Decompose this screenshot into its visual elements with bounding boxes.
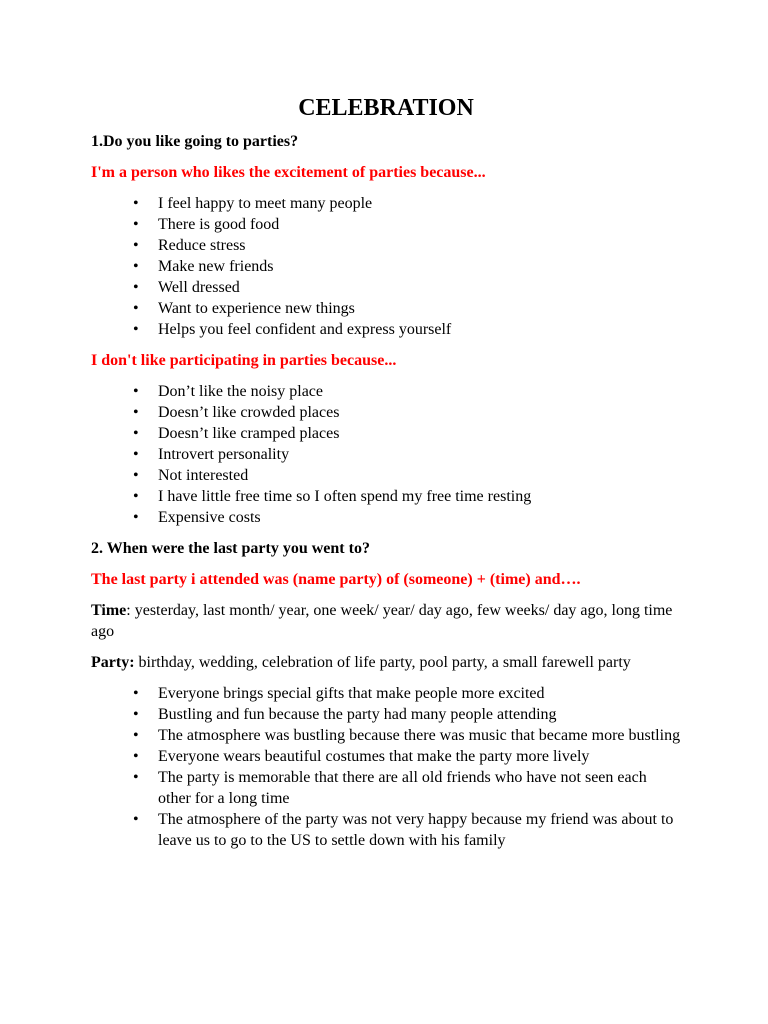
list-item-text: Make new friends [158, 258, 274, 275]
bullet-icon: • [133, 216, 139, 233]
list-item-text: Well dressed [158, 279, 240, 296]
list-item-text: Introvert personality [158, 446, 290, 463]
list-item [91, 444, 681, 465]
list-item [91, 465, 681, 486]
bullet-icon: • [133, 258, 139, 275]
question-1: 1.Do you like going to parties? [91, 133, 299, 150]
bullet-icon: • [133, 727, 139, 744]
list-item-text: I have little free time so I often spend my free time resting [158, 488, 532, 505]
list-item-text: I feel happy to meet many people [158, 195, 373, 212]
bullet-icon: • [133, 748, 139, 765]
list-item [91, 683, 681, 704]
bullet-icon: • [133, 467, 139, 484]
list-item [91, 277, 681, 298]
like-heading: I'm a person who likes the excitement of parties because... [91, 164, 486, 181]
bullet-icon: • [133, 446, 139, 463]
list-item [91, 486, 681, 507]
list-item-text: The atmosphere of the party was not very happy because my friend was about to leave us to go to the US to settle down with his family [158, 811, 674, 849]
bullet-icon: • [133, 685, 139, 702]
time-label: Time [91, 602, 127, 619]
list-item [91, 809, 681, 851]
party-text: birthday, wedding, celebration of life party, pool party, a small farewell party [134, 654, 631, 671]
like-list [91, 193, 681, 340]
party-paragraph [91, 652, 681, 673]
list-item [91, 507, 681, 528]
question-2: 2. When were the last party you went to? [91, 540, 370, 557]
list-item [91, 402, 681, 423]
time-text: : yesterday, last month/ year, one week/ year/ day ago, few weeks/ day ago, long time ago [91, 602, 673, 640]
list-item [91, 193, 681, 214]
list-item [91, 298, 681, 319]
list-item-text: Don’t like the noisy place [158, 383, 323, 400]
list-item-text: The party is memorable that there are all old friends who have not seen each other for a long time [158, 769, 647, 807]
time-paragraph [91, 600, 681, 642]
list-item-text: Doesn’t like cramped places [158, 425, 340, 442]
list-item-text: Doesn’t like crowded places [158, 404, 340, 421]
bullet-icon: • [133, 383, 139, 400]
bullet-icon: • [133, 404, 139, 421]
list-item [91, 725, 681, 746]
bullet-icon: • [133, 237, 139, 254]
list-item-text: Not interested [158, 467, 249, 484]
list-item-text: Everyone wears beautiful costumes that make the party more lively [158, 748, 590, 765]
dislike-heading: I don't like participating in parties because... [91, 352, 397, 369]
bullet-icon: • [133, 279, 139, 296]
list-item-text: The atmosphere was bustling because there was music that became more bustling [158, 727, 681, 744]
list-item [91, 767, 681, 809]
list-item-text: Everyone brings special gifts that make people more excited [158, 685, 545, 702]
bullet-icon: • [133, 706, 139, 723]
list-item [91, 746, 681, 767]
bullet-icon: • [133, 488, 139, 505]
list-item [91, 704, 681, 725]
page-title: CELEBRATION [298, 95, 474, 121]
list-item-text: Expensive costs [158, 509, 261, 526]
bullet-icon: • [133, 195, 139, 212]
bullet-icon: • [133, 811, 139, 828]
list-item [91, 256, 681, 277]
bullet-icon: • [133, 425, 139, 442]
bullet-icon: • [133, 321, 139, 338]
list-item-text: Helps you feel confident and express yourself [158, 321, 452, 338]
party-label: Party: [91, 654, 135, 671]
list-item-text: Reduce stress [158, 237, 246, 254]
party-description-list [91, 683, 681, 851]
dislike-list [91, 381, 681, 528]
list-item [91, 319, 681, 340]
document-page [91, 93, 681, 861]
list-item-text: There is good food [158, 216, 280, 233]
list-item-text: Want to experience new things [158, 300, 355, 317]
list-item [91, 423, 681, 444]
list-item [91, 235, 681, 256]
bullet-icon: • [133, 300, 139, 317]
answer-template: The last party i attended was (name party) of (someone) + (time) and…. [91, 571, 581, 588]
bullet-icon: • [133, 769, 139, 786]
list-item-text: Bustling and fun because the party had many people attending [158, 706, 557, 723]
bullet-icon: • [133, 509, 139, 526]
list-item [91, 381, 681, 402]
list-item [91, 214, 681, 235]
